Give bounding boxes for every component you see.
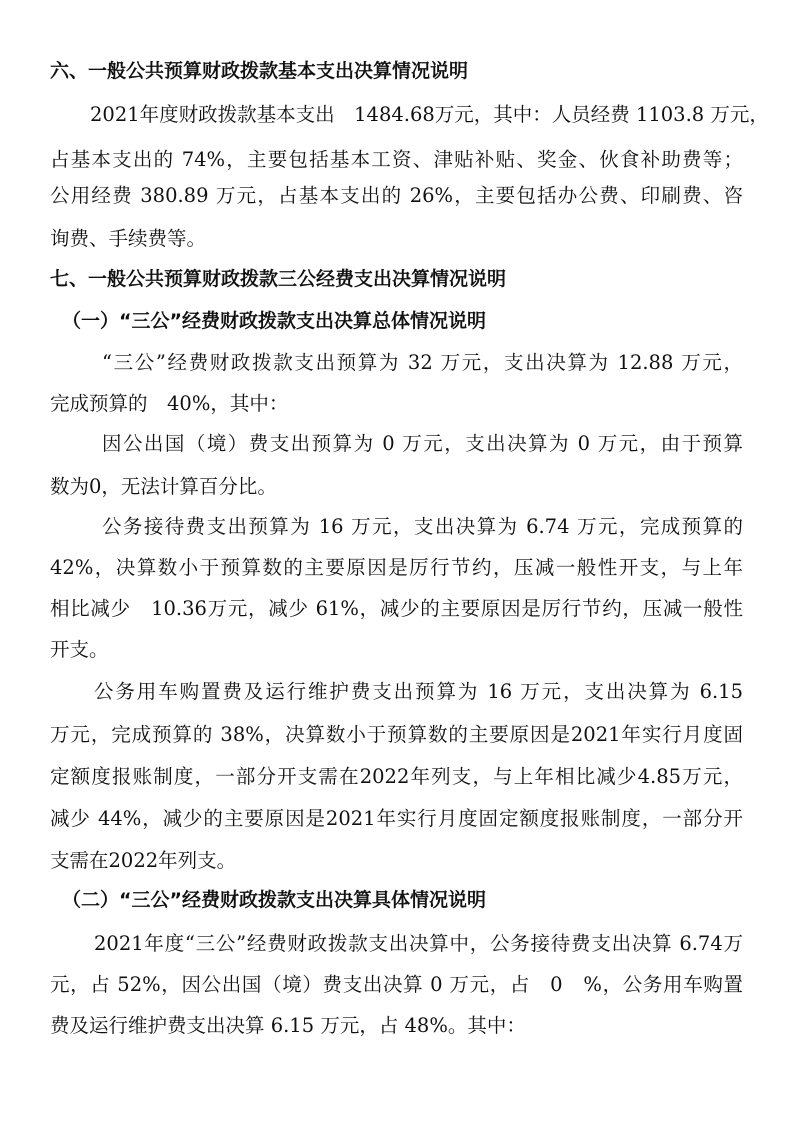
subsection-2-p1-line-1: 2021年度“三公”经费财政拨款支出决算中，公务接待费支出决算 6.74万 — [94, 932, 743, 955]
subsection-1-p3-line-4: 开支。 — [50, 638, 109, 661]
subsection-2-p1-line-3: 费及运行维护费支出决算 6.15 万元，占 48%。其中： — [50, 1014, 526, 1037]
subsection-1-p4-line-5: 支需在2022年列支。 — [50, 849, 237, 872]
subsection-2-heading: （二）“三公”经费财政拨款支出决算具体情况说明 — [62, 889, 486, 911]
subsection-1-p2-line-2: 数为0，无法计算百分比。 — [50, 475, 277, 498]
section-6-heading: 六、一般公共预算财政拨款基本支出决算情况说明 — [50, 60, 469, 82]
subsection-1-heading: （一）“三公”经费财政拨款支出决算总体情况说明 — [62, 310, 486, 332]
subsection-1-p4-line-2: 万元，完成预算的 38%，决算数小于预算数的主要原因是2021年实行月度固 — [50, 723, 743, 746]
section-7-heading: 七、一般公共预算财政拨款三公经费支出决算情况说明 — [50, 268, 507, 290]
subsection-1-p3-line-1: 公务接待费支出预算为 16 万元，支出决算为 6.74 万元，完成预算的 — [102, 515, 743, 538]
subsection-1-p1-line-1: “三公”经费财政拨款支出预算为 32 万元，支出决算为 12.88 万元， — [102, 351, 743, 374]
subsection-2-p1-line-2: 元，占 52%，因公出国（境）费支出决算 0 万元，占 0 %，公务用车购置 — [50, 973, 743, 996]
subsection-1-p1-line-2: 完成预算的 40%，其中： — [50, 392, 289, 415]
subsection-1-p3-line-2: 42%，决算数小于预算数的主要原因是厉行节约，压减一般性开支，与上年 — [50, 556, 743, 579]
subsection-1-p4-line-4: 减少 44%，减少的主要原因是2021年实行月度固定额度报账制度，一部分开 — [50, 807, 743, 830]
subsection-1-p2-line-1: 因公出国（境）费支出预算为 0 万元，支出决算为 0 万元，由于预算 — [102, 432, 743, 455]
section-6-line-1: 2021年度财政拨款基本支出 1484.68万元，其中：人员经费 1103.8 万元， — [90, 103, 769, 126]
section-6-line-4: 询费、手续费等。 — [50, 227, 207, 250]
section-6-line-2: 占基本支出的 74%，主要包括基本工资、津贴补贴、奖金、伙食补助费等； — [50, 148, 743, 171]
section-6-line-3: 公用经费 380.89 万元，占基本支出的 26%，主要包括办公费、印刷费、咨 — [50, 184, 743, 207]
subsection-1-p4-line-1: 公务用车购置费及运行维护费支出预算为 16 万元，支出决算为 6.15 — [94, 680, 743, 703]
subsection-1-p3-line-3: 相比减少 10.36万元，减少 61%，减少的主要原因是厉行节约，压减一般性 — [50, 597, 743, 620]
subsection-1-p4-line-3: 定额度报账制度，一部分开支需在2022年列支，与上年相比减少4.85万元， — [50, 765, 743, 788]
